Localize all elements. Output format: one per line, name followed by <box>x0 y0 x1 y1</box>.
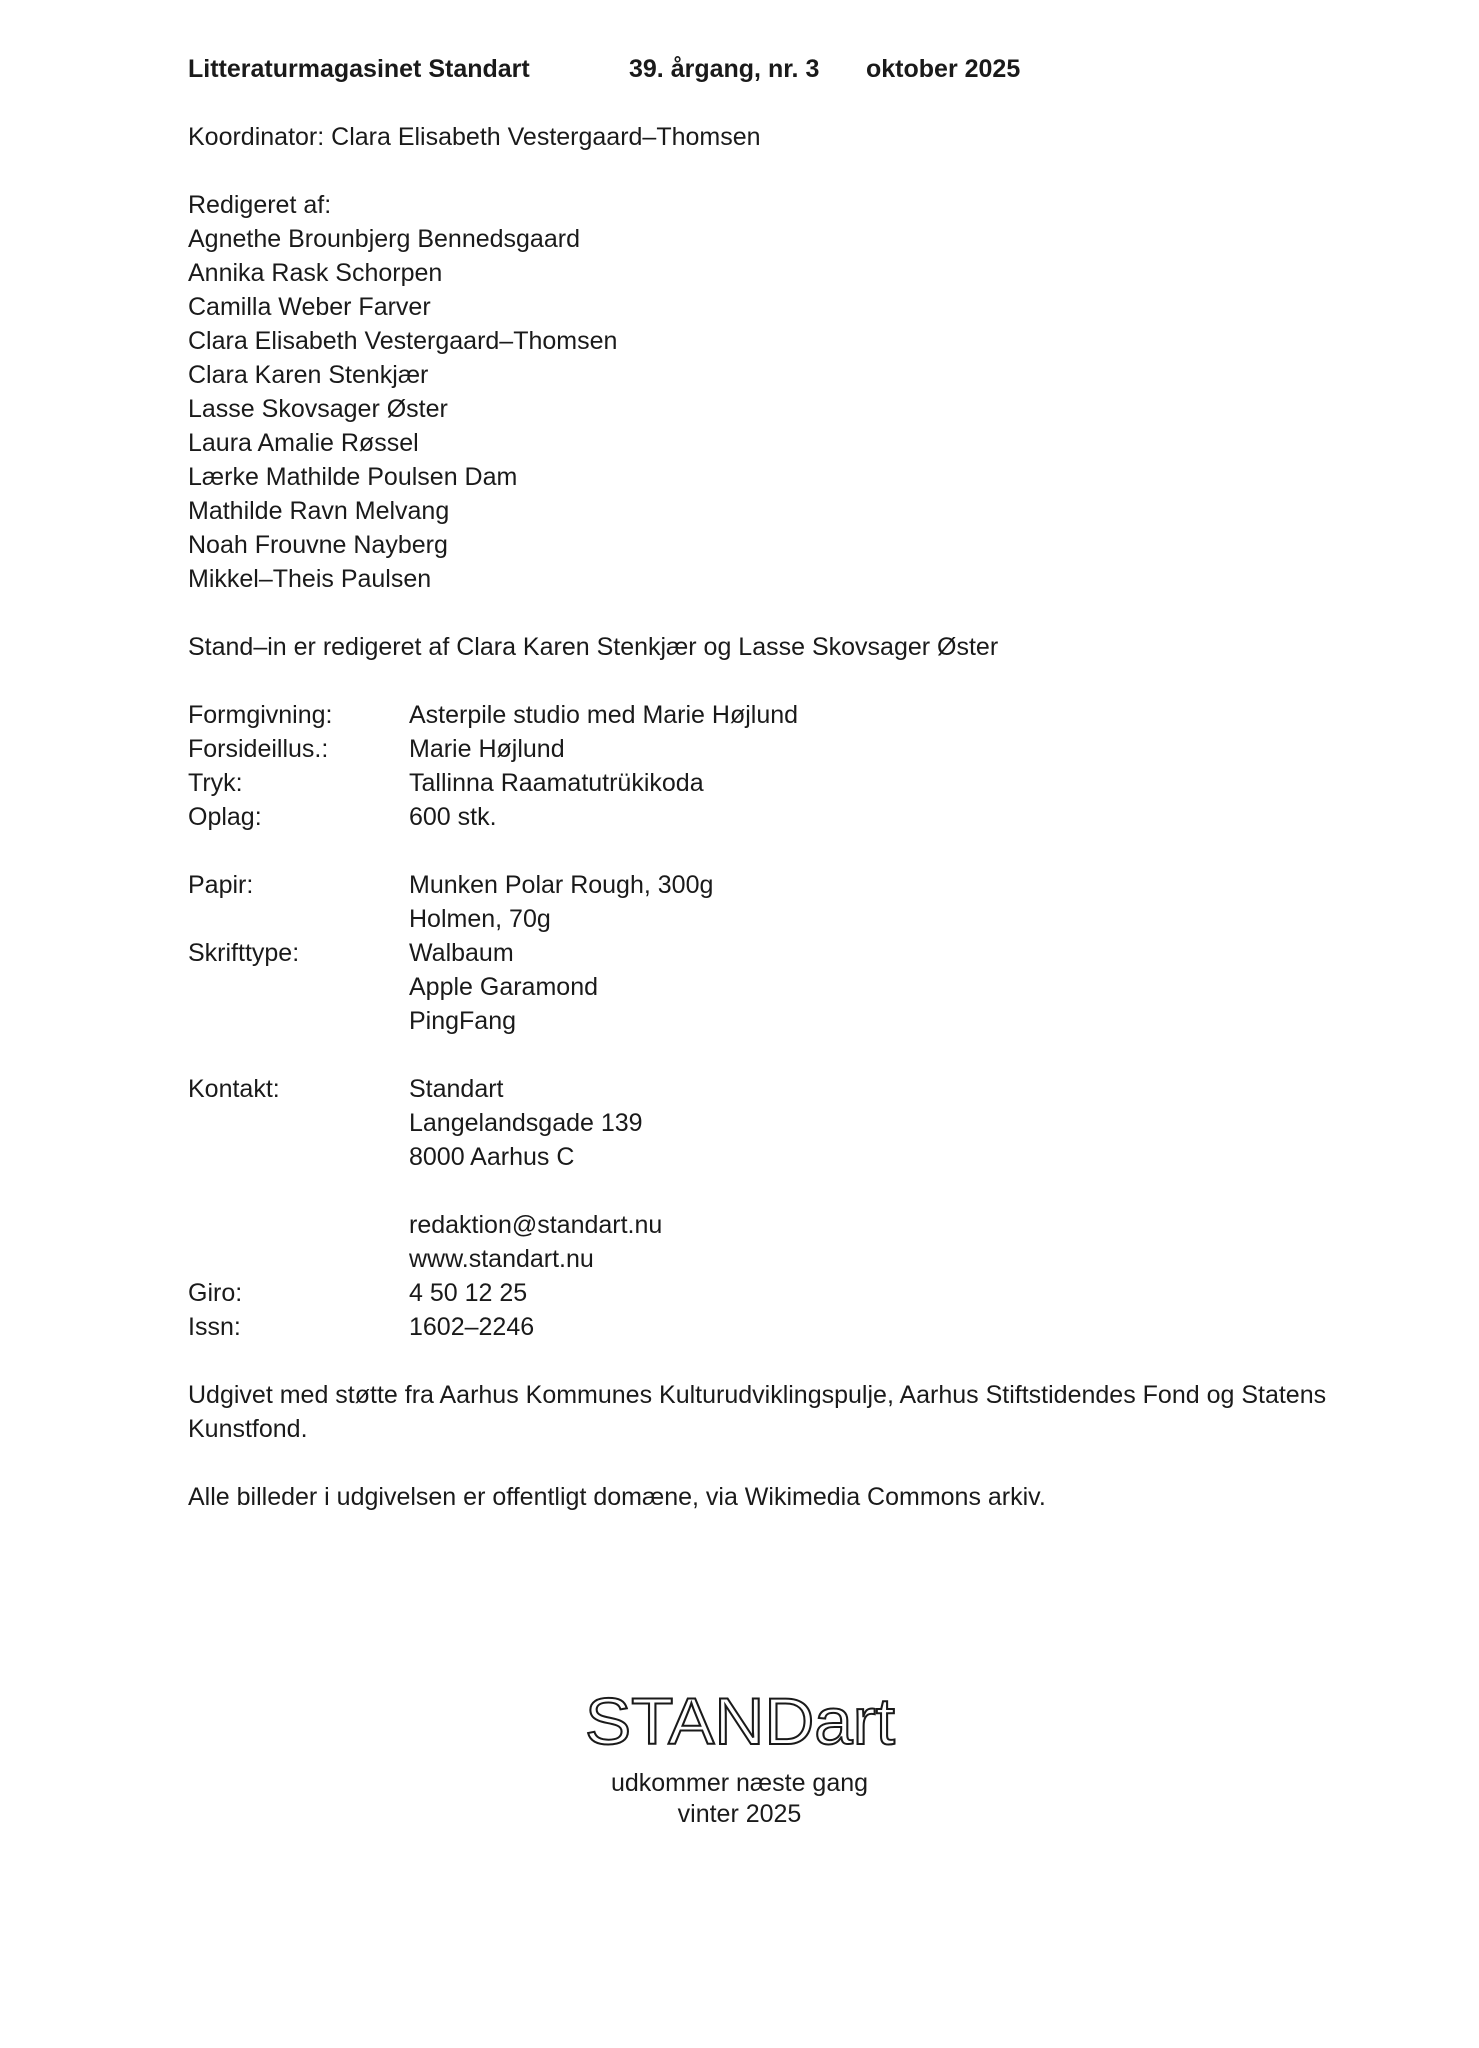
image-credit-note: Alle billeder i udgivelsen er offentligt domæne, via Wikimedia Commons arkiv. <box>188 1483 1046 1511</box>
editor-name: Lærke Mathilde Poulsen Dam <box>188 463 518 491</box>
coordinator-line: Koordinator: Clara Elisabeth Vestergaard–Thomsen <box>188 123 761 151</box>
spacer <box>188 1174 1318 1208</box>
address-line: Langelandsgade 139 <box>409 1109 643 1137</box>
font-value: Walbaum <box>409 939 514 967</box>
publication-name: Litteraturmagasinet Standart <box>188 55 530 83</box>
empty-label <box>188 902 409 936</box>
credit-row <box>188 800 1318 834</box>
credit-label: Oplag: <box>188 803 262 831</box>
contact-row <box>188 1140 1318 1174</box>
editors-list <box>188 188 1318 596</box>
editor-name: Mikkel–Theis Paulsen <box>188 565 432 593</box>
paper-label: Papir: <box>188 871 254 899</box>
contact-row <box>188 1208 1318 1242</box>
address-line: 8000 Aarhus C <box>409 1143 575 1171</box>
issn-label: Issn: <box>188 1313 241 1341</box>
font-row <box>188 970 1318 1004</box>
contact-info <box>188 1072 1318 1344</box>
contact-row <box>188 1242 1318 1276</box>
standart-logo <box>580 1688 900 1754</box>
empty-label <box>188 1004 409 1038</box>
production-credits <box>188 698 1318 834</box>
font-value: Apple Garamond <box>409 973 599 1001</box>
issue-number: 39. årgang, nr. 3 <box>629 55 820 83</box>
giro-value: 4 50 12 25 <box>409 1279 528 1307</box>
credit-value: Asterpile studio med Marie Højlund <box>409 701 799 729</box>
editor-name: Annika Rask Schorpen <box>188 259 443 287</box>
editor-name: Lasse Skovsager Øster <box>188 395 448 423</box>
credit-label: Formgivning: <box>188 701 333 729</box>
credit-label: Forsideillus.: <box>188 735 329 763</box>
next-issue-line: udkommer næste gang <box>610 1769 869 1797</box>
footer <box>0 1688 1479 1830</box>
credit-value: 600 stk. <box>409 803 497 831</box>
font-label: Skrifttype: <box>188 939 300 967</box>
editors-heading: Redigeret af: <box>188 191 332 219</box>
issn-value: 1602–2246 <box>409 1313 535 1341</box>
empty-label <box>188 1106 409 1140</box>
issn-row <box>188 1310 1318 1344</box>
credit-row <box>188 698 1318 732</box>
editor-name: Camilla Weber Farver <box>188 293 431 321</box>
email-address: redaktion@standart.nu <box>409 1211 663 1239</box>
next-issue-date: vinter 2025 <box>677 1800 802 1828</box>
credit-row <box>188 766 1318 800</box>
website-address: www.standart.nu <box>409 1245 594 1273</box>
editor-name: Clara Karen Stenkjær <box>188 361 429 389</box>
materials <box>188 868 1318 1038</box>
giro-row <box>188 1276 1318 1310</box>
editor-name: Clara Elisabeth Vestergaard–Thomsen <box>188 327 618 355</box>
address-line: Standart <box>409 1075 504 1103</box>
paper-value: Holmen, 70g <box>409 905 551 933</box>
colophon <box>188 52 1327 1514</box>
paper-value: Munken Polar Rough, 300g <box>409 871 714 899</box>
contact-row <box>188 1072 1318 1106</box>
credit-value: Tallinna Raamatutrükikoda <box>409 769 704 797</box>
credit-value: Marie Højlund <box>409 735 565 763</box>
font-row <box>188 936 1318 970</box>
paper-row <box>188 868 1318 902</box>
support-statement: Udgivet med støtte fra Aarhus Kommunes Kulturudviklingspulje, Aarhus Stiftstidendes Fond og Statens Kunstfond. <box>188 1381 1327 1443</box>
empty-label <box>188 1140 409 1174</box>
empty-label <box>188 1208 409 1242</box>
logo-wordmark: STANDart <box>584 1688 895 1754</box>
paper-row <box>188 902 1318 936</box>
editor-name: Agnethe Brounbjerg Bennedsgaard <box>188 225 580 253</box>
font-row <box>188 1004 1318 1038</box>
contact-row <box>188 1106 1318 1140</box>
editor-name: Laura Amalie Røssel <box>188 429 419 457</box>
issue-date: oktober 2025 <box>866 55 1021 83</box>
next-issue-notice <box>0 1768 1479 1830</box>
masthead <box>188 52 1318 86</box>
font-value: PingFang <box>409 1007 517 1035</box>
contact-label: Kontakt: <box>188 1075 280 1103</box>
empty-label <box>188 970 409 1004</box>
credit-label: Tryk: <box>188 769 243 797</box>
editor-name: Noah Frouvne Nayberg <box>188 531 448 559</box>
empty-label <box>188 1242 409 1276</box>
giro-label: Giro: <box>188 1279 243 1307</box>
credit-row <box>188 732 1318 766</box>
standin-editors-line: Stand–in er redigeret af Clara Karen Stenkjær og Lasse Skovsager Øster <box>188 633 999 661</box>
editor-name: Mathilde Ravn Melvang <box>188 497 450 525</box>
